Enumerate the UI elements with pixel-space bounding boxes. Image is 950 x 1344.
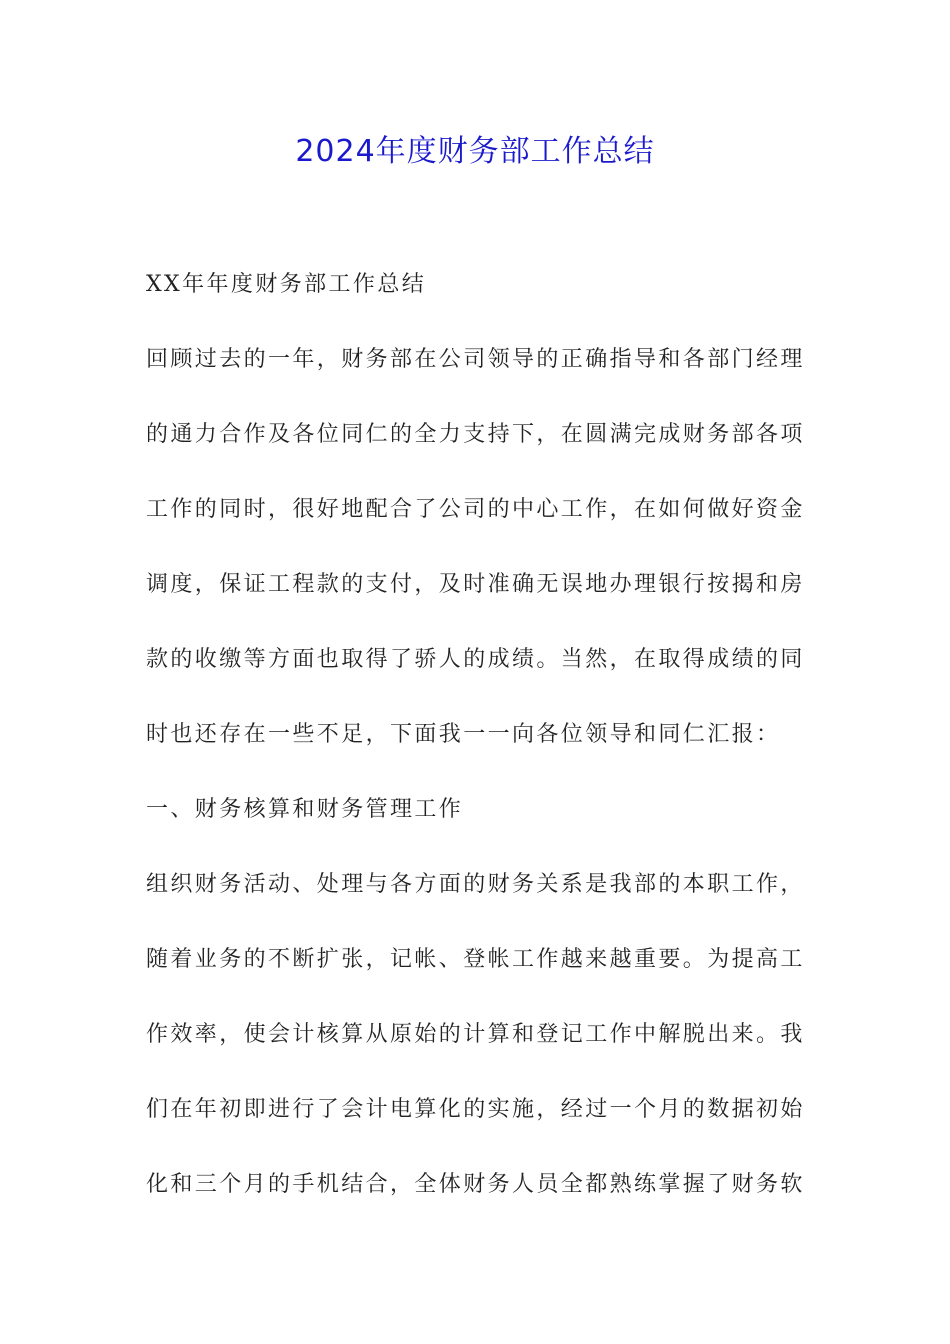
paragraph-line: 作效率，使会计核算从原始的计算和登记工作中解脱出来。我 <box>146 1022 805 1047</box>
paragraph-line: 款的收缴等方面也取得了骄人的成绩。当然，在取得成绩的同 <box>146 647 805 672</box>
document-title: 2024年度财务部工作总结 <box>295 134 655 169</box>
paragraph-line: 工作的同时，很好地配合了公司的中心工作，在如何做好资金 <box>146 497 805 522</box>
paragraph-line: 的通力合作及各位同仁的全力支持下，在圆满完成财务部各项 <box>146 422 805 447</box>
paragraph-line: 回顾过去的一年，财务部在公司领导的正确指导和各部门经理 <box>146 347 805 372</box>
section-heading: 一、财务核算和财务管理工作 <box>146 797 464 822</box>
subtitle-line: XX年年度财务部工作总结 <box>146 272 427 297</box>
paragraph-line: 们在年初即进行了会计电算化的实施，经过一个月的数据初始 <box>146 1097 805 1122</box>
paragraph-line: 调度，保证工程款的支付，及时准确无误地办理银行按揭和房 <box>146 572 805 597</box>
paragraph-line: 化和三个月的手机结合，全体财务人员全都熟练掌握了财务软 <box>146 1172 805 1197</box>
paragraph-line: 随着业务的不断扩张，记帐、登帐工作越来越重要。为提高工 <box>146 947 805 972</box>
paragraph-line: 组织财务活动、处理与各方面的财务关系是我部的本职工作， <box>146 872 805 897</box>
paragraph-line: 时也还存在一些不足，下面我一一向各位领导和同仁汇报： <box>146 722 781 747</box>
